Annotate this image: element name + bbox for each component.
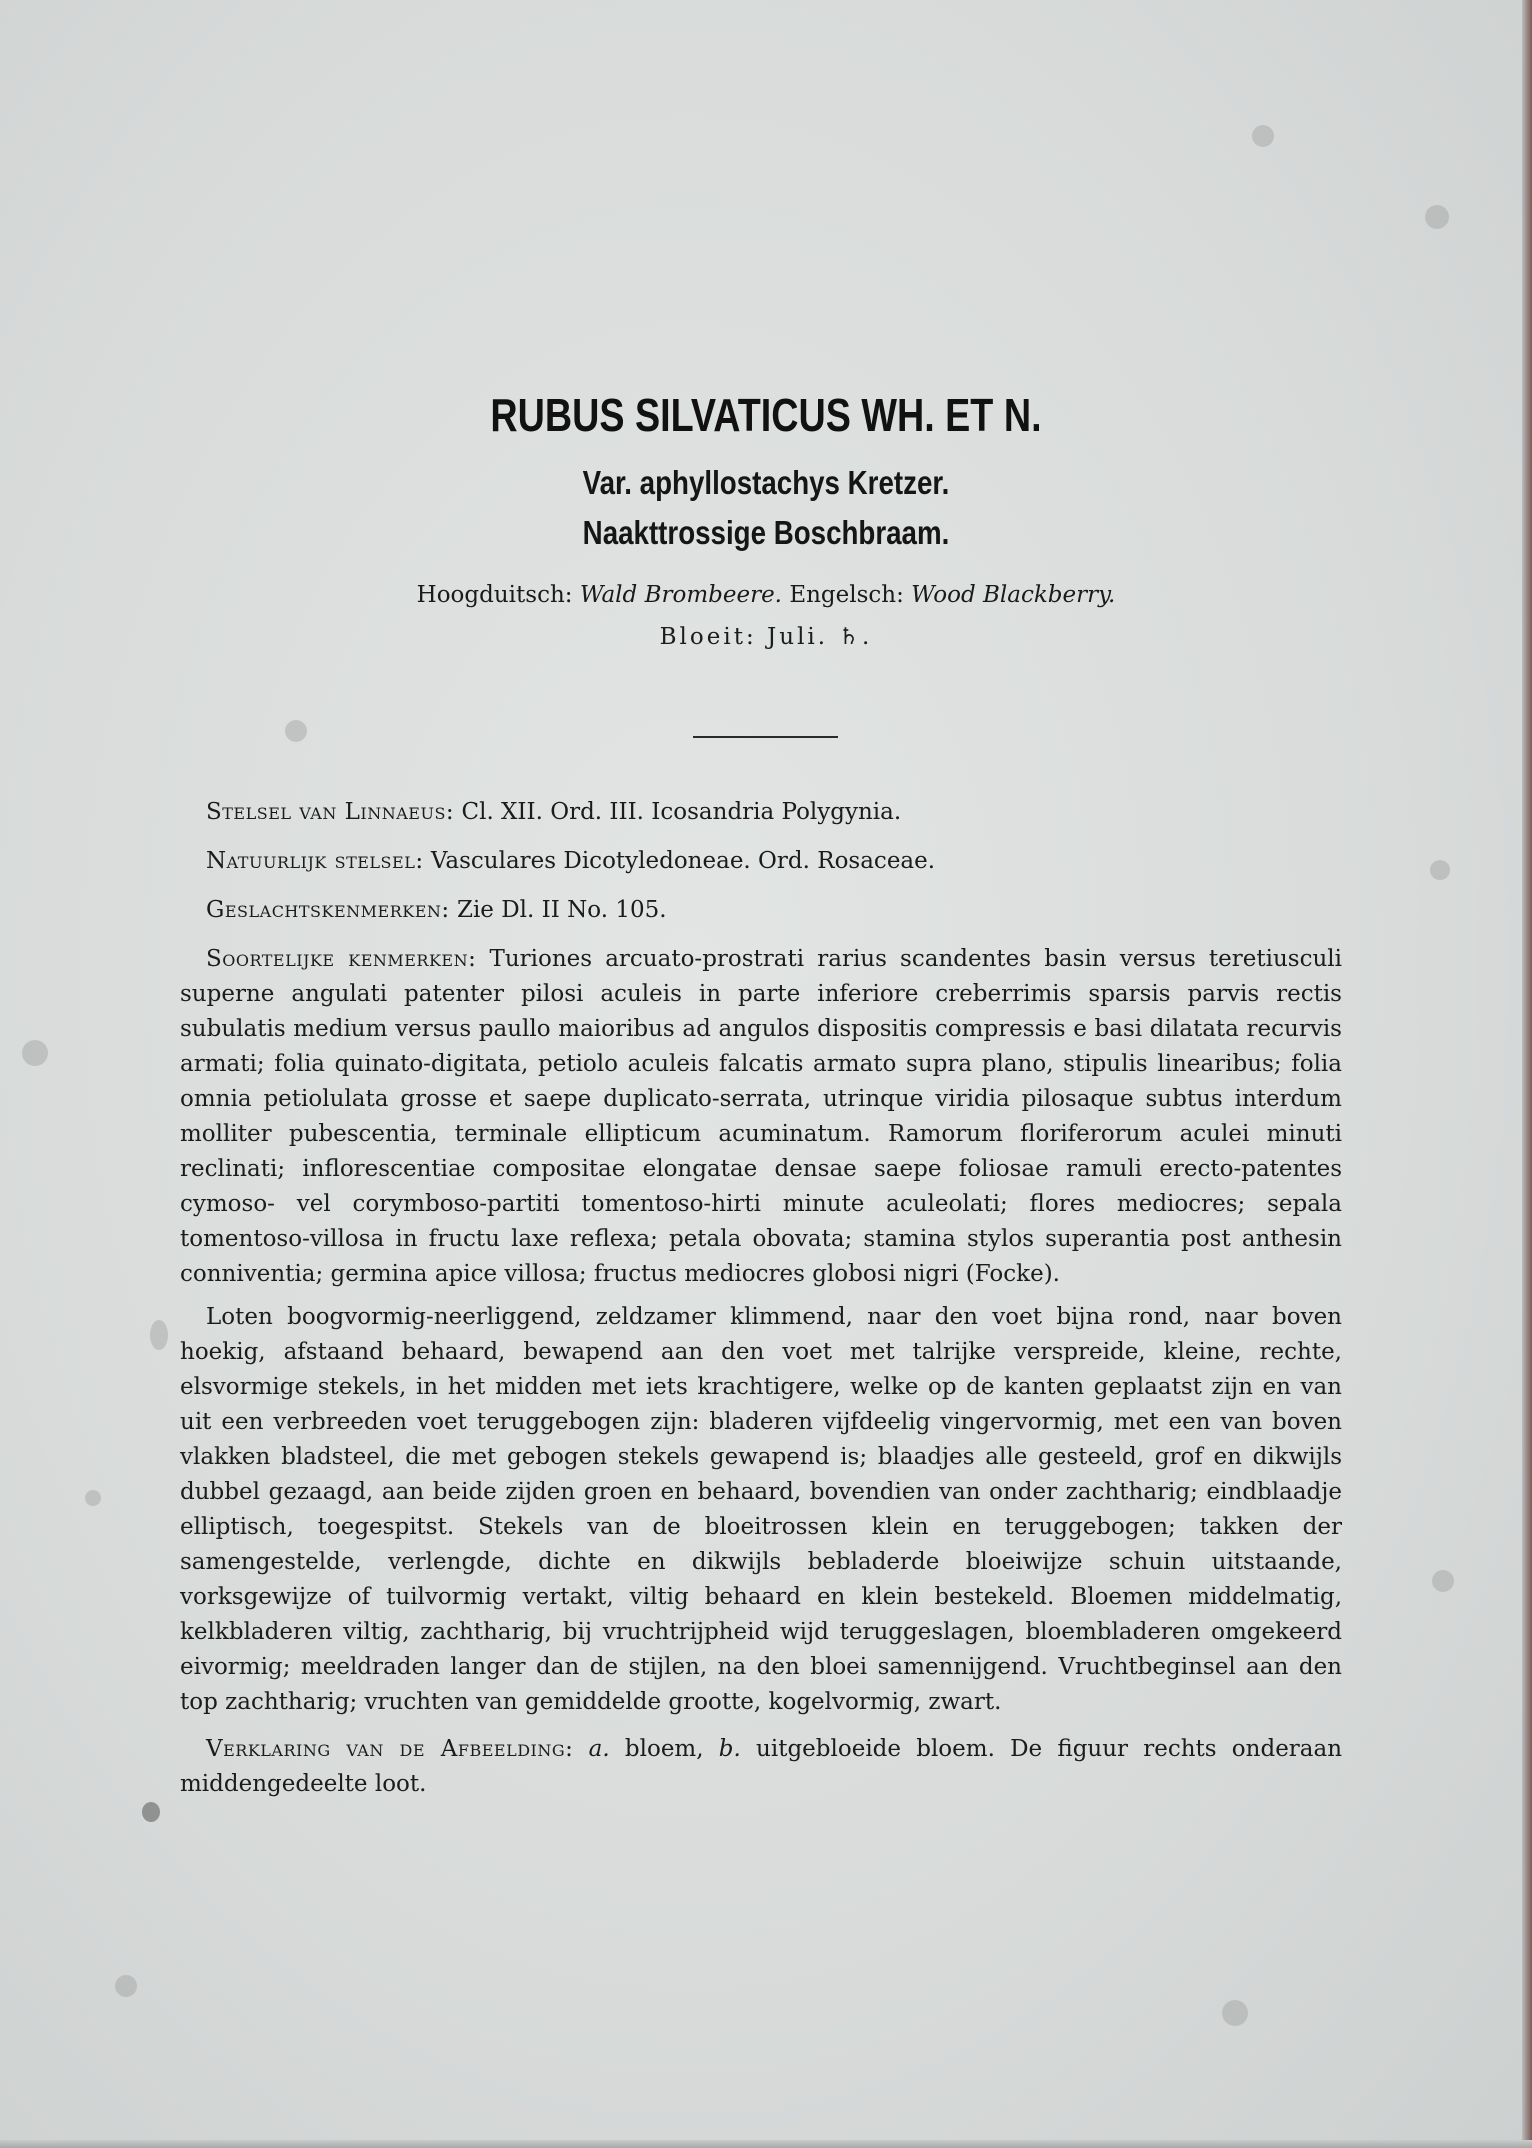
genus-text: Zie Dl. II No. 105.	[456, 897, 667, 923]
page-title: RUBUS SILVATICUS WH. ET N.	[490, 389, 1042, 441]
common-names	[0, 582, 1532, 608]
natural-system-text: Vasculares Dicotyledoneae. Ord. Rosaceae.	[430, 848, 936, 874]
header	[0, 388, 1532, 650]
linnaeus-label: Stelsel van Linnaeus:	[206, 799, 455, 825]
figure-a-text: bloem,	[624, 1736, 704, 1762]
genus-line	[206, 893, 1342, 928]
paper-spot	[1252, 125, 1274, 147]
figure-explanation	[180, 1732, 1342, 1802]
german-label: Hoogduitsch:	[416, 582, 573, 608]
paper-spot	[285, 720, 307, 742]
genus-label: Geslachtskenmerken:	[206, 897, 450, 923]
linnaeus-line	[206, 795, 1342, 830]
paper-spot	[1432, 1570, 1454, 1592]
natural-system-label: Natuurlijk stelsel:	[206, 848, 424, 874]
page-edge-bottom	[0, 2140, 1532, 2148]
figure-b-text: uitgebloeide bloem. De figuur rechts onderaan middengedeelte loot.	[180, 1736, 1343, 1797]
body-text	[180, 795, 1342, 1810]
dutch-description: Loten boogvormig-neerliggend, zeldzamer klimmend, naar den voet bijna rond, naar boven hoekig, afstaand behaard, bewapend aan den voet met talrijke verspreide, kleine, rechte, elsvormige stekels, in het midden met iets krachtigere, welke op de kanten geplaatst zijn en van uit een verbreeden voet teruggebogen zijn: bladeren vijfdeelig vingervormig, met een van boven vlakken bladsteel, die met gebogen stekels gewapend is; blaadjes alle gesteeld, grof en dikwijls dubbel gezaagd, aan beide zijden groen en behaard, bovendien van onder zachtharig; eindblaadje elliptisch, toegespitst. Stekels van de bloeitrossen klein en teruggebogen; takken der samengestelde, verlengde, dichte en dikwijls bebladerde bloeiwijze schuin uitstaande, vorksgewijze of tuilvormig vertakt, viltig behaard en klein bestekeld. Bloemen middelmatig, kelkbladeren viltig, zachtharig, bij vruchtrijpheid wijd teruggeslagen, bloembladeren omgekeerd eivormig; meeldraden langer dan de stijlen, na den bloei samennijgend. Vruchtbeginsel aan den top zachtharig; vruchten van gemiddelde grootte, kogelvormig, zwart.	[180, 1304, 1342, 1715]
page-edge-right	[1522, 0, 1532, 2148]
bloom-period: Bloeit: Juli. ♄.	[659, 624, 873, 650]
paper-spot	[150, 1320, 168, 1350]
paper-spot	[1425, 205, 1449, 229]
paper-spot	[115, 1975, 137, 1997]
linnaeus-text: Cl. XII. Ord. III. Icosandria Polygynia.	[461, 799, 902, 825]
figure-a-marker: a.	[588, 1736, 610, 1762]
english-name: Wood Blackberry.	[911, 582, 1116, 608]
paper-spot	[1222, 2000, 1248, 2026]
english-label: Engelsch:	[789, 582, 904, 608]
paper-spot	[142, 1802, 160, 1822]
paper-spot	[1430, 860, 1450, 880]
paper-spot	[22, 1040, 48, 1066]
species-label: Soortelijke kenmerken:	[206, 946, 477, 972]
variety-name: Var. aphyllostachys Kretzer.	[582, 464, 950, 501]
figure-b-marker: b.	[718, 1736, 741, 1762]
figure-label: Verklaring van de Afbeelding:	[206, 1736, 574, 1762]
german-name: Wald Brombeere.	[579, 582, 782, 608]
divider-rule	[693, 736, 838, 738]
natural-system-line	[206, 844, 1342, 879]
species-paragraph	[180, 942, 1342, 1292]
dutch-name: Naakttrossige Boschbraam.	[582, 514, 950, 551]
species-text: Turiones arcuato-prostrati rarius scandentes basin versus teretiusculi superne angulati patenter pilosi aculeis in parte inferiore creberrimis sparsis parvis rectis subulatis medium versus paullo maioribus ad angulos dispositis compressis e basi dilatata recurvis armati; folia quinato-digitata, petiolo aculeis falcatis armato supra plano, stipulis linearibus; folia omnia petiolulata grosse et saepe duplicato-serrata, utrinque viridia pilosaque subtus interdum molliter pubescentia, terminale ellipticum acuminatum. Ramorum floriferorum aculei minuti reclinati; inflorescentiae compositae elongatae densae saepe foliosae ramuli erecto-patentes cymoso- vel corymboso-partiti tomentoso-hirti minute aculeolati; flores mediocres; sepala tomentoso-villosa in fructu laxe reflexa; petala obovata; stamina stylos superantia post anthesin conniventia; germina apice villosa; fructus mediocres globosi nigri (Focke).	[180, 946, 1342, 1287]
paper-spot	[85, 1490, 101, 1506]
